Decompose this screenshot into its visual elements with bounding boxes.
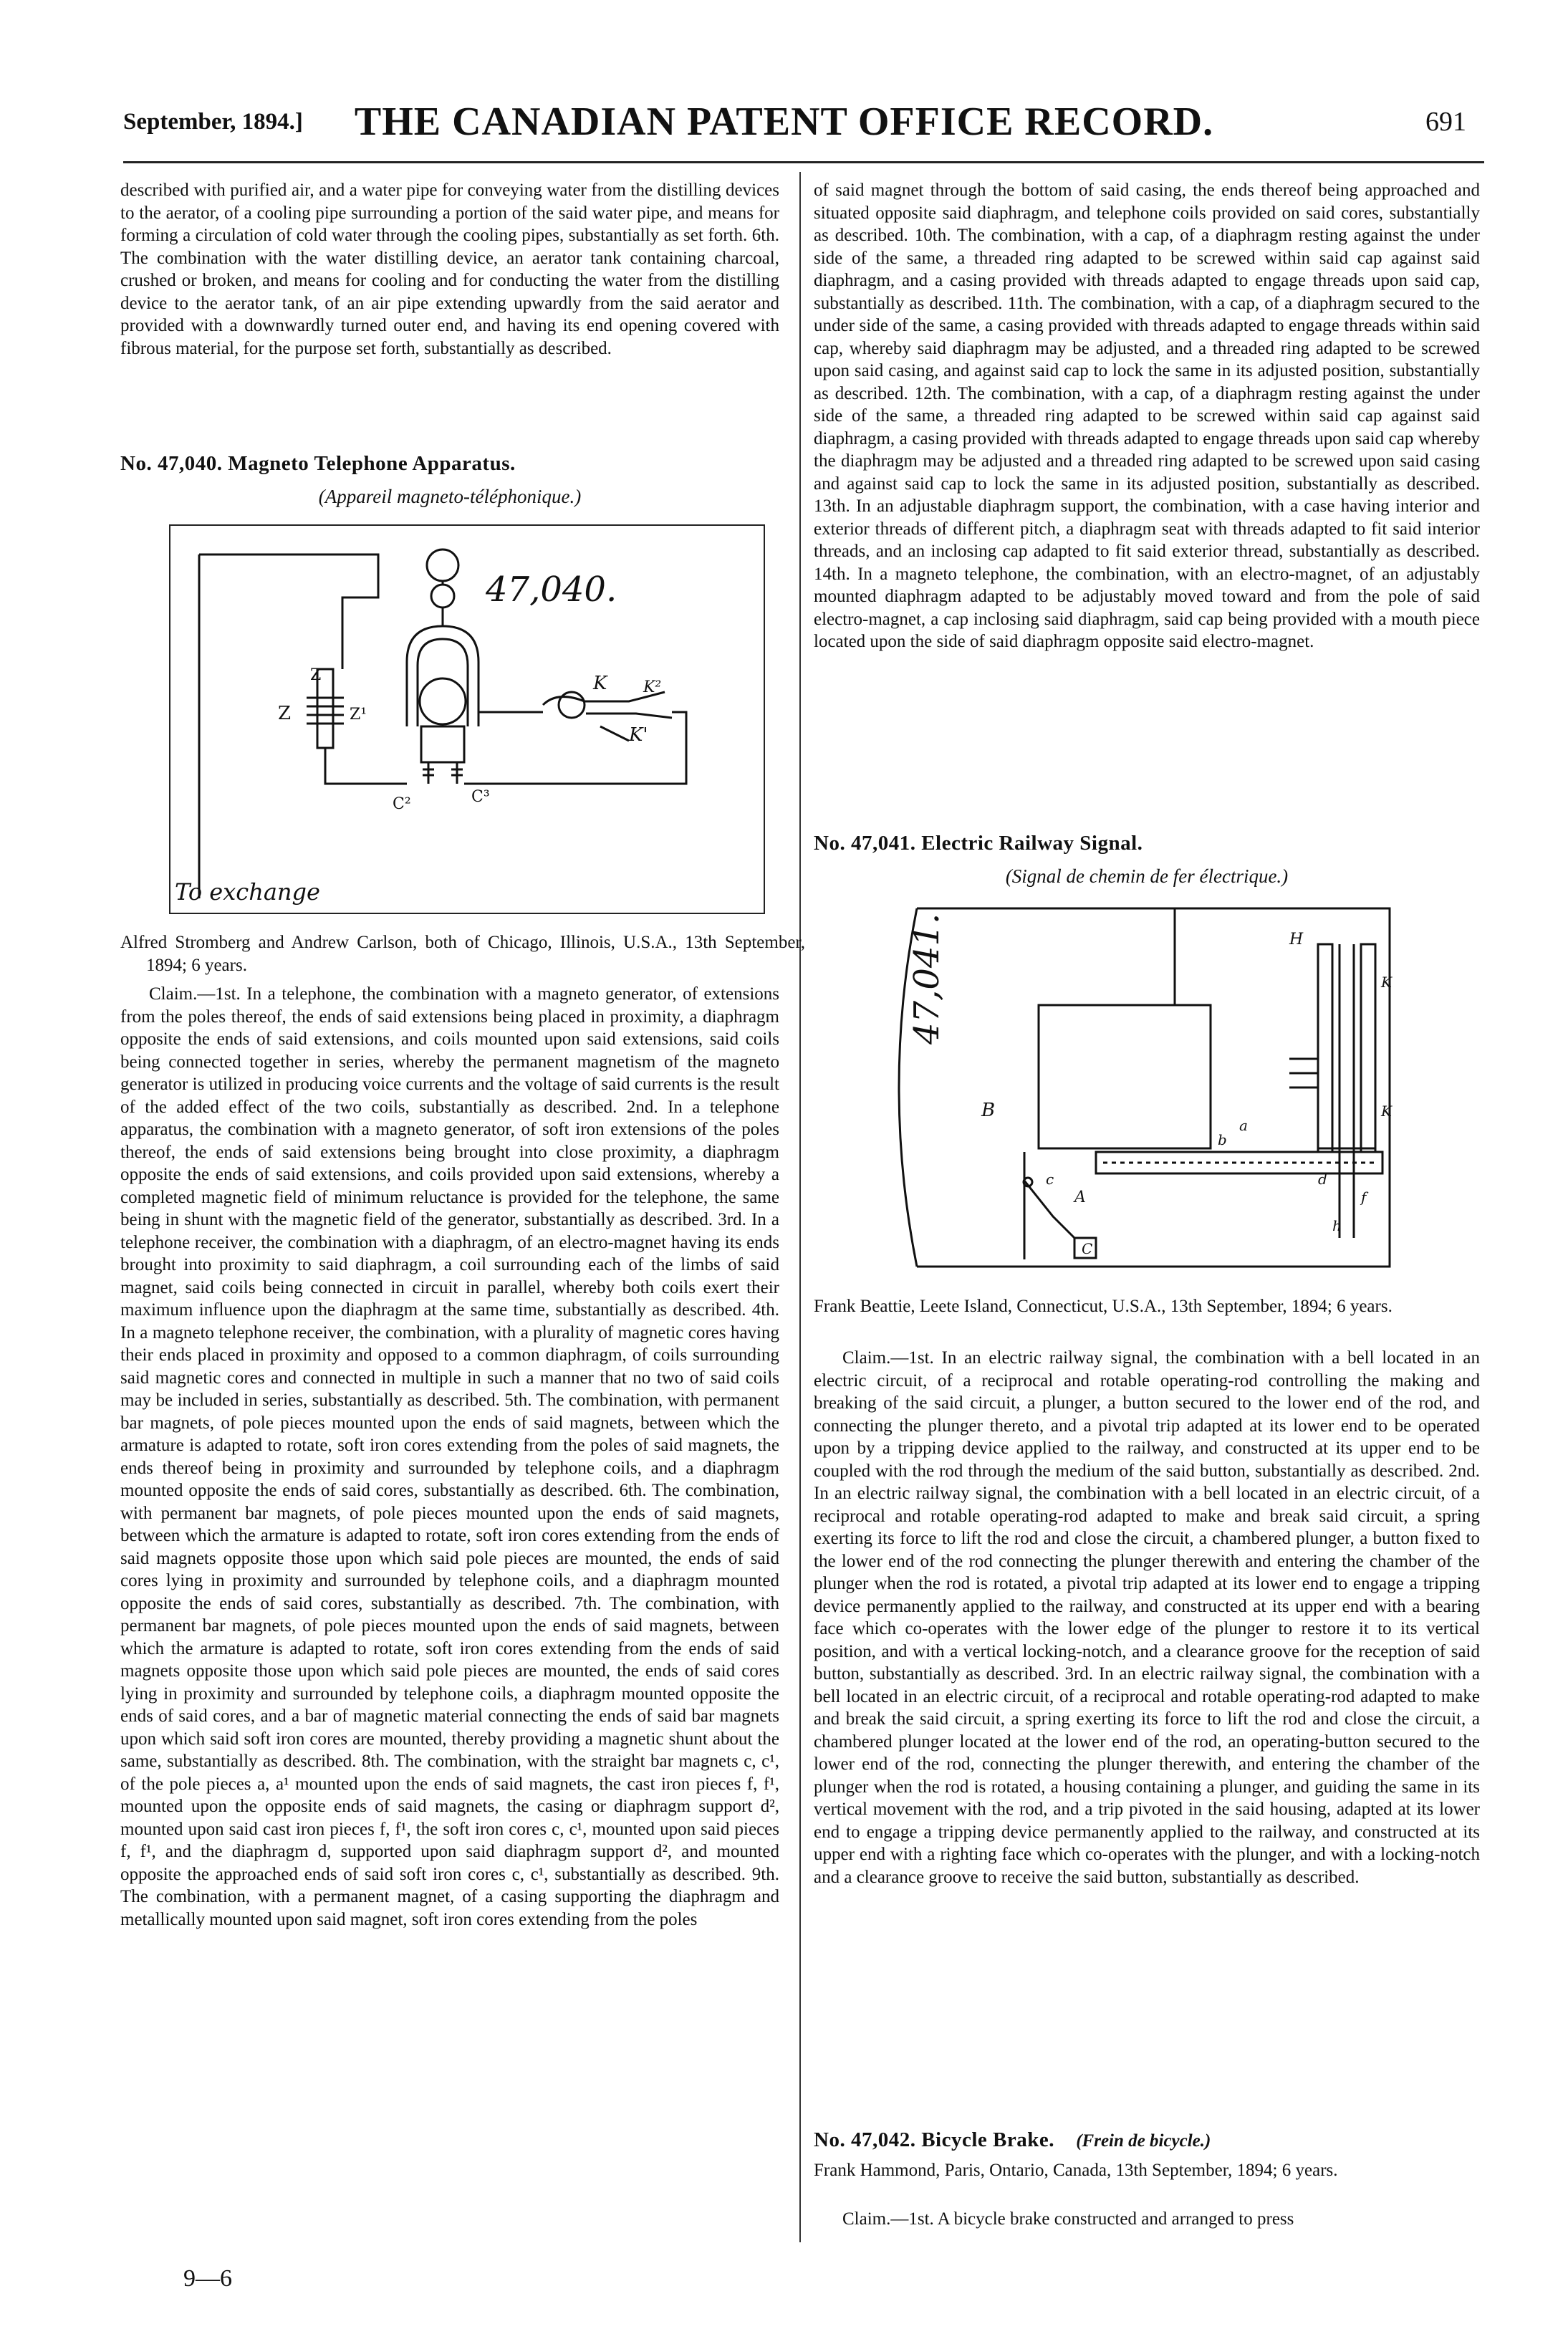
figure2-letter-h: h bbox=[1332, 1217, 1342, 1234]
figure-number-label: 47,040. bbox=[486, 570, 617, 610]
patent-subtitle-47042: (Frein de bicycle.) bbox=[1076, 2131, 1211, 2151]
figure-caption: To exchange bbox=[175, 878, 320, 906]
inventor-47042: Frank Hammond, Paris, Ontario, Canada, 13th September, 1894; 6 years. bbox=[814, 2161, 1338, 2180]
patent-heading-47042: No. 47,042. Bicycle Brake. bbox=[814, 2128, 1054, 2151]
claims-text-47040: Claim.—1st. In a telephone, the combination with a magneto generator, of extensions from the poles thereof, the ends of said extensions being placed in proximity, a diaphragm opposite the ends of said extensions, and coils mounted upon said extensions, said coils being connected together in series, whereby the permanent magnetism of the magneto generator is utilized in producing voice currents and the voltage of said currents is the result of the added effect of the two coils, substantially as described. 2nd. In a telephone apparatus, the combination with a magneto generator, of soft iron extensions of the poles thereof, the ends of said extensions being brought into close proximity, a diaphragm opposite the ends of said extensions, and coils provided upon said extensions, whereby a completed magnetic field of minimum reluctance is provided for the telephone, the same being in shunt with the magnetic field of the generator, substantially as described. 3rd. In a telephone receiver, the combination with a diaphragm, of an electro-magnet having its ends brought into proximity to said diaphragm, a coil surrounding each of the limbs of said magnet, said coils being connected in circuit in parallel, whereby both coils exert their maximum influence upon the diaphragm at the same time, substantially as described. 4th. In a magneto telephone receiver, the combination, with a plurality of magnetic cores having their ends placed in proximity and opposed to a common diaphragm, of coils surrounding said magnetic cores and connected in multiple in such a manner that no two of said coils may be included in series, substantially as described. 5th. The combination, with permanent bar magnets, of pole pieces mounted upon the ends of said magnets, between which the armature is adapted to rotate, soft iron cores extending from the poles of said magnets, the ends thereof being in proximity and surrounded by telephone coils, and a diaphragm mounted opposite the ends of said cores, substantially as described. 6th. The combination, with permanent bar magnets, of pole pieces mounted upon the ends of said magnets, between which the armature is adapted to rotate, soft iron cores extending from the ends of said magnets opposite those upon which said pole pieces are mounted, the ends of said cores lying in proximity and surrounded by telephone coils, and a diaphragm mounted opposite the ends of said cores, substantially as described. 7th. The combination, with permanent bar magnets, of pole pieces mounted upon the ends of said magnets, between which the armature is adapted to rotate, soft iron cores extending from the ends of said magnets opposite those upon which said pole pieces are mounted, the ends of said cores lying in proximity and surrounded by telephone coils, a diaphragm mounted opposite the ends of said cores, and a bar of magnetic material connecting the ends of said bar magnets upon which said soft iron cores are mounted, thereby providing a magnetic shunt about the same, substantially as described. 8th. The combination, with the straight bar magnets c, c¹, of the pole pieces a, a¹ mounted upon the ends of said magnets, the cast iron pieces f, f¹, mounted upon the opposite ends of said magnets, the casing or diaphragm support d², mounted upon said cast iron pieces f, f¹, the soft iron cores c, c¹, mounted upon said pieces f, f¹, and the diaphragm d, supported upon said diaphragm support d², and mounted opposite the approached ends of said soft iron cores c, c¹, substantially as described. 9th. The combination, with a permanent magnet, of a casing supporting the diaphragm and metallically mounted upon said magnet, soft iron cores extending from the poles bbox=[120, 984, 779, 1929]
figure2-letter-f: f bbox=[1361, 1188, 1367, 1206]
figure2-letter-c-cap: C bbox=[1082, 1240, 1093, 1257]
continued-claims-text-right: of said magnet through the bottom of said casing, the ends thereof being approached and situated opposite said diaphragm, and telephone coils provided on said cores, substantially as described. 10th. The combination, with a cap, of a diaphragm resting against the under side of the same, a threaded ring adapted to be screwed within said cap against said diaphragm, and a casing provided with threads adapted to engage threads upon said cap, substantially as described. 11th. The combination, with a cap, of a diaphragm secured to the under side of the same, a casing provided with threads adapted to engage threads within said cap, whereby said diaphragm may be adjusted, and a threaded ring adapted to be screwed upon said casing, and against said cap to lock the same in its adjusted position, substantially as described. 12th. The combination, with a cap, of a diaphragm resting against the under side of the same, a threaded ring adapted to be screwed within said cap against said diaphragm, a casing provided with threads adapted to engage threads upon said cap whereby the diaphragm may be adjusted and a threaded ring adapted to be screwed upon said casing and against said cap to lock the same in its adjusted position, substantially as described. 13th. In an adjustable diaphragm support, the combination, with a case having interior and exterior threads of different pitch, a diaphragm seat with threads adapted to fit said interior threads, and an inclosing cap adapted to fit said exterior thread, substantially as described. 14th. In a magneto telephone, the combination, with an electro-magnet, of an adjustably mounted diaphragm adapted to be adjustably moved toward and from the pole of said electro-magnet, a cap inclosing said diaphragm, said cap being provided with a mouth piece located upon the side of said diaphragm opposite said electro-magnet. bbox=[814, 181, 1480, 651]
right-column-top bbox=[814, 179, 1480, 653]
patent-heading-47041: No. 47,041. Electric Railway Signal. bbox=[814, 832, 1143, 855]
claims-47042: Claim.—1st. A bicycle brake constructed and arranged to press bbox=[842, 2209, 1294, 2229]
column-divider bbox=[799, 172, 801, 2242]
telephone-apparatus-drawing bbox=[170, 526, 764, 913]
figure-letter-z: Z bbox=[278, 703, 292, 724]
footer-signature: 9—6 bbox=[183, 2265, 232, 2292]
figure2-letter-k-bottom: K bbox=[1381, 1103, 1392, 1120]
header-page-number: 691 bbox=[1425, 107, 1466, 137]
figure2-letter-d: d bbox=[1318, 1171, 1327, 1188]
figure-letter-k: K bbox=[593, 673, 607, 694]
patent-subtitle-47040: (Appareil magneto-téléphonique.) bbox=[318, 486, 582, 507]
figure-47041 bbox=[860, 901, 1433, 1274]
figure2-number-label: 47,041. bbox=[907, 913, 947, 1044]
figure2-letter-b: B bbox=[981, 1100, 996, 1121]
figure2-letter-a-cap: A bbox=[1074, 1188, 1086, 1206]
inventor-47041: Frank Beattie, Leete Island, Connecticut, U.S.A., 13th September, 1894; 6 years. bbox=[814, 1297, 1393, 1316]
header-date: September, 1894.] bbox=[123, 109, 303, 135]
inventors-47040: Alfred Stromberg and Andrew Carlson, both of Chicago, Illinois, U.S.A., 13th September, 1894; 6 years. bbox=[120, 933, 805, 975]
figure2-letter-k-top: K bbox=[1381, 974, 1392, 991]
railway-signal-drawing bbox=[860, 901, 1433, 1274]
figure2-letter-a: a bbox=[1239, 1117, 1248, 1134]
header-rule bbox=[123, 161, 1484, 163]
figure2-letter-b-small: b bbox=[1218, 1131, 1227, 1148]
claims-text-47041: Claim.—1st. In an electric railway signal, the combination with a bell located in an electric circuit, of a reciprocal and rotable operating-rod controlling the making and breaking of the said circuit, a plunger, a button secured to the lower end of the rod, and connecting the plunger thereto, and a pivotal trip adapted at its lower end to be operated upon by a tripping device applied to the railway, and constructed at its upper end to be coupled with the rod through the medium of the said button, substantially as described. 2nd. In an electric railway signal, the combination with a bell located in an electric circuit, of a reciprocal and rotable operating-rod adapted to make and break said circuit, a spring exerting its force to lift the rod and close the circuit, a chambered plunger, a button fixed to the lower end of the rod connecting the plunger therewith and entering the chamber of the plunger when the rod is rotated, a pivotal trip adapted at its lower end to engage a tripping device permanently applied to the railway, and constructed at its upper end with a bearing face which co-operates with the lower edge of the plunger to restore it to its vertical position, and with a vertical locking-notch, and a clearance groove for the reception of said button, substantially as described. 3rd. In an electric railway signal, the combination with a bell located in an electric circuit, of a reciprocal and rotable operating-rod adapted to make and break the said circuit, a spring exerting its force to lift the rod and close the circuit, a chambered plunger located at the lower end of the rod, an operating-button secured to the lower end of the rod, connecting the plunger therewith, and entering the chamber of the plunger when the rod is rotated, a housing containing a plunger, and guiding the same in its vertical movement with the rod, and a trip pivoted in the said housing, adapted at its lower end to engage a tripping device permanently applied to the railway, and constructed at its upper end with a righting face which co-operates with the plunger, and with a locking-notch and a clearance groove to receive the said button, substantially as described. bbox=[814, 1348, 1480, 1887]
claims-47041 bbox=[814, 1347, 1480, 1888]
figure-letter-c2: C² bbox=[393, 795, 411, 813]
page-header bbox=[0, 99, 1568, 156]
patent-heading-47042-row bbox=[814, 2129, 1480, 2153]
figure2-letter-c: c bbox=[1046, 1171, 1054, 1188]
figure-letter-c3: C³ bbox=[471, 788, 490, 806]
figure2-letter-h-cap: H bbox=[1289, 931, 1304, 949]
patent-heading-47040: No. 47,040. Magneto Telephone Apparatus. bbox=[120, 452, 516, 475]
figure-letter-k2: K² bbox=[643, 678, 662, 696]
claims-47040 bbox=[120, 983, 779, 1931]
patent-subtitle-47041: (Signal de chemin de fer électrique.) bbox=[1005, 865, 1289, 887]
figure-letter-z-top: Z bbox=[310, 666, 322, 684]
figure-47040 bbox=[169, 524, 765, 914]
header-title: THE CANADIAN PATENT OFFICE RECORD. bbox=[354, 100, 1214, 144]
figure-letter-z1: Z¹ bbox=[350, 706, 367, 724]
figure-letter-k-prime: K' bbox=[629, 724, 648, 746]
left-column-top bbox=[120, 179, 779, 360]
continued-claims-text: described with purified air, and a water pipe for conveying water from the distilling devices to the aerator, of a cooling pipe surrounding a portion of the said water pipe, and means for forming a circulation of cold water through the cooling pipes, substantially as set forth. 6th. The combination with the water distilling device, an aerator tank containing charcoal, crushed or broken, and means for cooling and for conducting the water from the distilling device to the aerator tank, of an air pipe extending upwardly from the said aerator and provided with a downwardly turned outer end, and having its end opening covered with fibrous material, for the purpose set forth, substantially as described. bbox=[120, 181, 779, 358]
